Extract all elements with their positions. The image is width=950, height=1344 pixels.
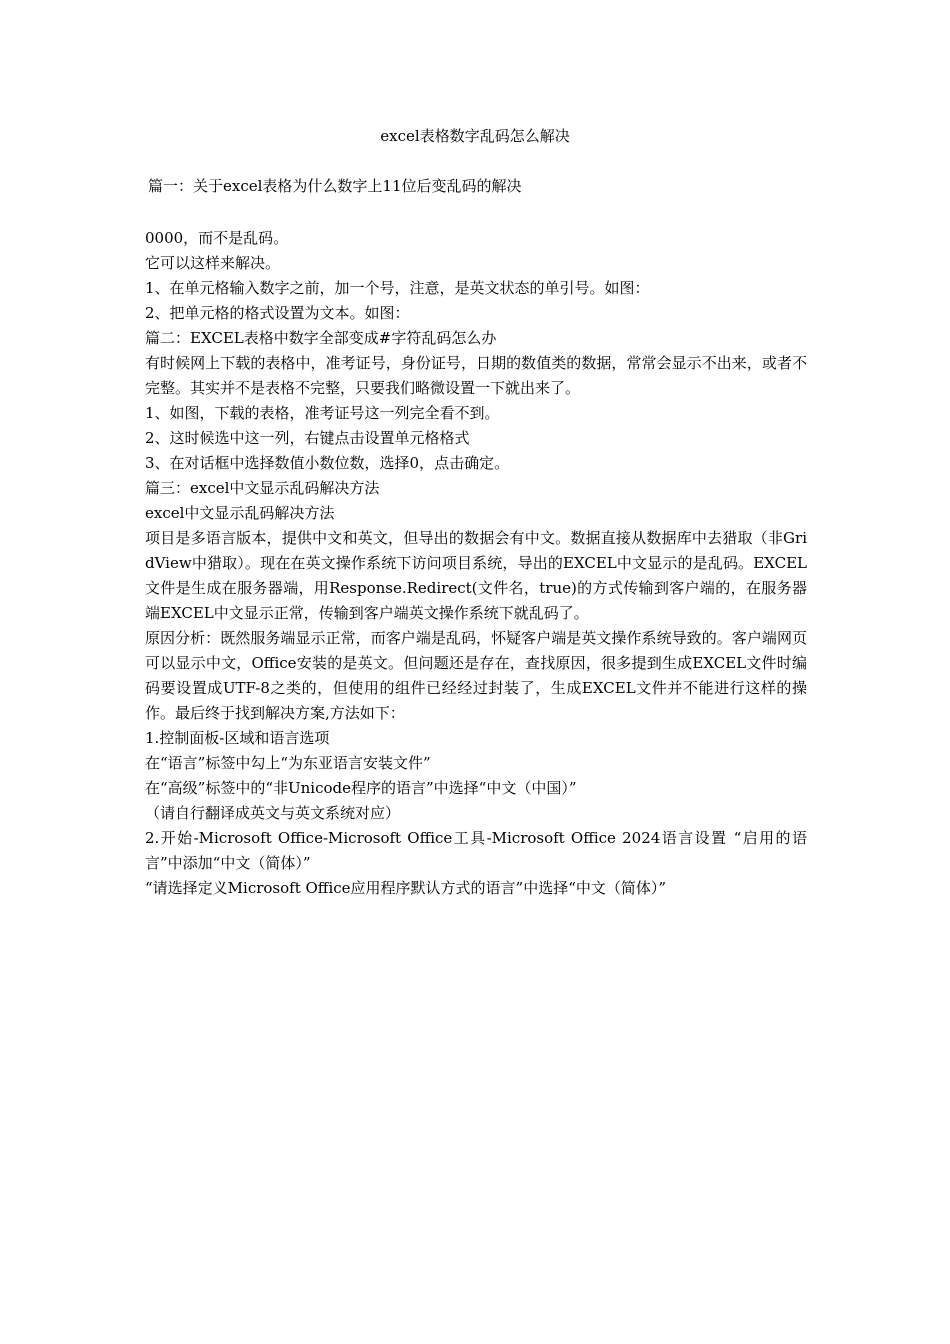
- paragraph: 项目是多语言版本，提供中文和英文，但导出的数据会有中文。数据直接从数据库中去猎取（非GridView中猎取）。现在在英文操作系统下访问项目系统，导出的EXCEL中文显示的是乱码。EXCEL文件是生成在服务器端，用Response.Redirect(文件名，true)的方式传输到客户端的，在服务器端EXCEL中文显示正常，传输到客户端英文操作系统下就乱码了。: [145, 529, 807, 622]
- paragraph: 2.开始-Microsoft Office-Microsoft Office工具-Microsoft Office 2024语言设置 “启用的语言”中添加“中文（简体）”: [145, 829, 807, 872]
- paragraph: 有时候网上下载的表格中，准考证号，身份证号，日期的数值类的数据，常常会显示不出来，或者不完整。其实并不是表格不完整，只要我们略微设置一下就出来了。: [145, 354, 807, 397]
- paragraph: 1、如图，下载的表格，准考证号这一列完全看不到。: [145, 404, 500, 422]
- section-heading: 篇三：excel中文显示乱码解决方法: [145, 479, 380, 497]
- paragraph: “请选择定义Microsoft Office应用程序默认方式的语言”中选择“中文（简体）”: [145, 879, 667, 897]
- section-heading: 篇二：EXCEL表格中数字全部变成#字符乱码怎么办: [145, 329, 497, 347]
- paragraph: 它可以这样来解决。: [145, 254, 281, 272]
- paragraph: 1、在单元格输入数字之前，加一个号，注意，是英文状态的单引号。如图：: [145, 279, 650, 297]
- paragraph: 在“语言”标签中勾上“为东亚语言安装文件”: [145, 754, 431, 772]
- document-title: excel表格数字乱码怎么解决: [380, 127, 570, 145]
- paragraph: 3、在对话框中选择数值小数位数，选择0，点击确定。: [145, 454, 510, 472]
- paragraph: 2、这时候选中这一列，右键点击设置单元格格式: [145, 429, 470, 447]
- paragraph: 1.控制面板-区域和语言选项: [145, 729, 330, 747]
- document-body: [145, 226, 807, 901]
- paragraph: 原因分析：既然服务端显示正常，而客户端是乱码，怀疑客户端是英文操作系统导致的。客户端网页可以显示中文，Office安装的是英文。但问题还是存在，查找原因，很多提到生成EXCEL文件时编码要设置成UTF-8之类的，但使用的组件已经经过封装了，生成EXCEL文件并不能进行这样的操作。最后终于找到解决方案,方法如下：: [145, 629, 807, 722]
- paragraph: 0000，而不是乱码。: [145, 229, 289, 247]
- paragraph: 在“高级”标签中的“非Unicode程序的语言”中选择“中文（中国）”: [145, 779, 577, 797]
- document-subtitle: 篇一：关于excel表格为什么数字上11位后变乱码的解决: [148, 177, 522, 195]
- paragraph: （请自行翻译成英文与英文系统对应）: [145, 804, 401, 822]
- paragraph: excel中文显示乱码解决方法: [145, 504, 335, 522]
- paragraph: 2、把单元格的格式设置为文本。如图：: [145, 304, 410, 322]
